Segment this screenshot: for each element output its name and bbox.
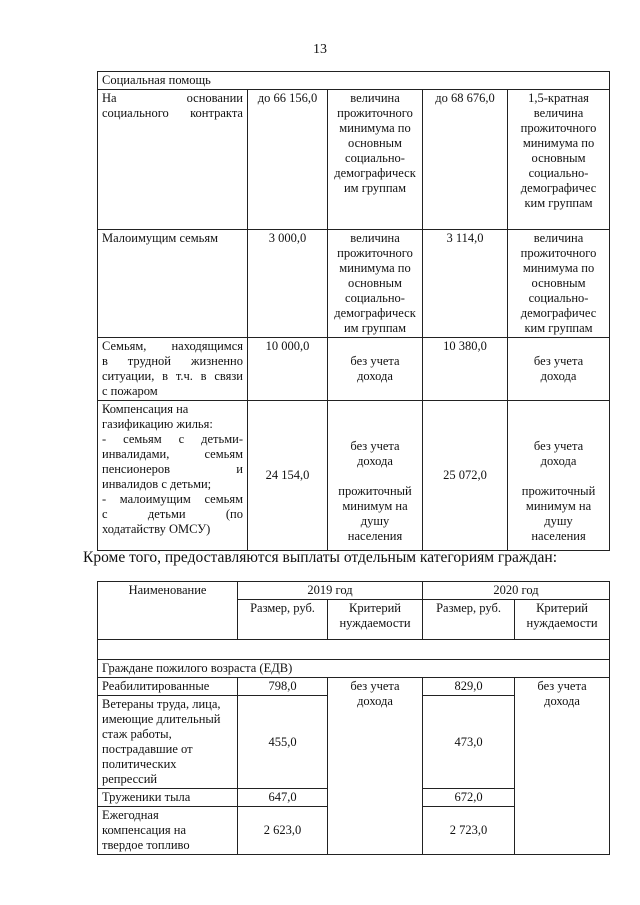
amount-2020: 25 072,0: [423, 401, 508, 551]
row-label: Малоимущим семьям: [98, 230, 248, 338]
table-row: [98, 90, 610, 230]
amount-2020: 829,0: [423, 678, 515, 696]
header-criterion-2020: Критерий нуждаемости: [515, 600, 610, 640]
criterion-2019: без учета дохода: [328, 338, 423, 401]
amount-2020: 672,0: [423, 789, 515, 807]
header-row: [98, 582, 610, 600]
categories-payment-table: [97, 581, 610, 855]
criterion-2020: без учета дохода прожиточный минимум на душу населения: [508, 401, 610, 551]
amount-2020: 473,0: [423, 696, 515, 789]
criterion-2020: без учета дохода: [508, 338, 610, 401]
social-assistance-table: [97, 71, 610, 551]
criterion-2019: величина прожиточного минимума по основным социально- демографическ им группам: [328, 90, 423, 230]
row-label: Ветераны труда, лица, имеющие длительный стаж работы, пострадавшие от политических репрессий: [98, 696, 238, 789]
section-row: [98, 72, 610, 90]
header-size-2020: Размер, руб.: [423, 600, 515, 640]
criterion-2019: без учета дохода прожиточный минимум на душу населения: [328, 401, 423, 551]
amount-2019: 798,0: [238, 678, 328, 696]
amount-2020: 2 723,0: [423, 807, 515, 855]
row-label: Компенсация на газификацию жилья: - семьям с детьми- инвалидами, семьям пенсионеров и инвалидов с детьми; - малоимущим семьям с детьми (по ходатайству ОМСУ): [98, 401, 248, 551]
row-label: На основании социального контракта: [98, 90, 248, 230]
header-year-2020: 2020 год: [423, 582, 610, 600]
amount-2019: 455,0: [238, 696, 328, 789]
intro-text: Кроме того, предоставляются выплаты отдельным категориям граждан:: [82, 549, 557, 566]
criterion-2020: величина прожиточного минимума по основным социально- демографичес ким группам: [508, 230, 610, 338]
amount-2019: 2 623,0: [238, 807, 328, 855]
header-size-2019: Размер, руб.: [238, 600, 328, 640]
table-row: [98, 338, 610, 401]
table-row: [98, 401, 610, 551]
amount-2020: до 68 676,0: [423, 90, 508, 230]
row-label: Реабилитированные: [98, 678, 238, 696]
amount-2019: до 66 156,0: [248, 90, 328, 230]
amount-2019: 10 000,0: [248, 338, 328, 401]
header-name: Наименование: [98, 582, 238, 640]
table-row: [98, 678, 610, 696]
header-criterion-2019: Критерий нуждаемости: [328, 600, 423, 640]
group-row: [98, 660, 610, 678]
amount-2019: 3 000,0: [248, 230, 328, 338]
table-row: [98, 230, 610, 338]
amount-2019: 24 154,0: [248, 401, 328, 551]
row-label: Семьям, находящимся в трудной жизненно ситуации, в т.ч. в связи с пожаром: [98, 338, 248, 401]
group-title: Граждане пожилого возраста (ЕДВ): [98, 660, 610, 678]
empty-row: [98, 640, 610, 660]
page-number: 13: [313, 42, 327, 57]
criterion-2019: без учета дохода: [328, 678, 423, 855]
header-year-2019: 2019 год: [238, 582, 423, 600]
row-label: Труженики тыла: [98, 789, 238, 807]
amount-2020: 3 114,0: [423, 230, 508, 338]
row-label: Ежегодная компенсация на твердое топливо: [98, 807, 238, 855]
criterion-2020: без учета дохода: [515, 678, 610, 855]
amount-2019: 647,0: [238, 789, 328, 807]
amount-2020: 10 380,0: [423, 338, 508, 401]
criterion-2019: величина прожиточного минимума по основным социально- демографическ им группам: [328, 230, 423, 338]
criterion-2020: 1,5-кратная величина прожиточного минимума по основным социально- демографичес ким группам: [508, 90, 610, 230]
section-title: Социальная помощь: [98, 72, 610, 90]
